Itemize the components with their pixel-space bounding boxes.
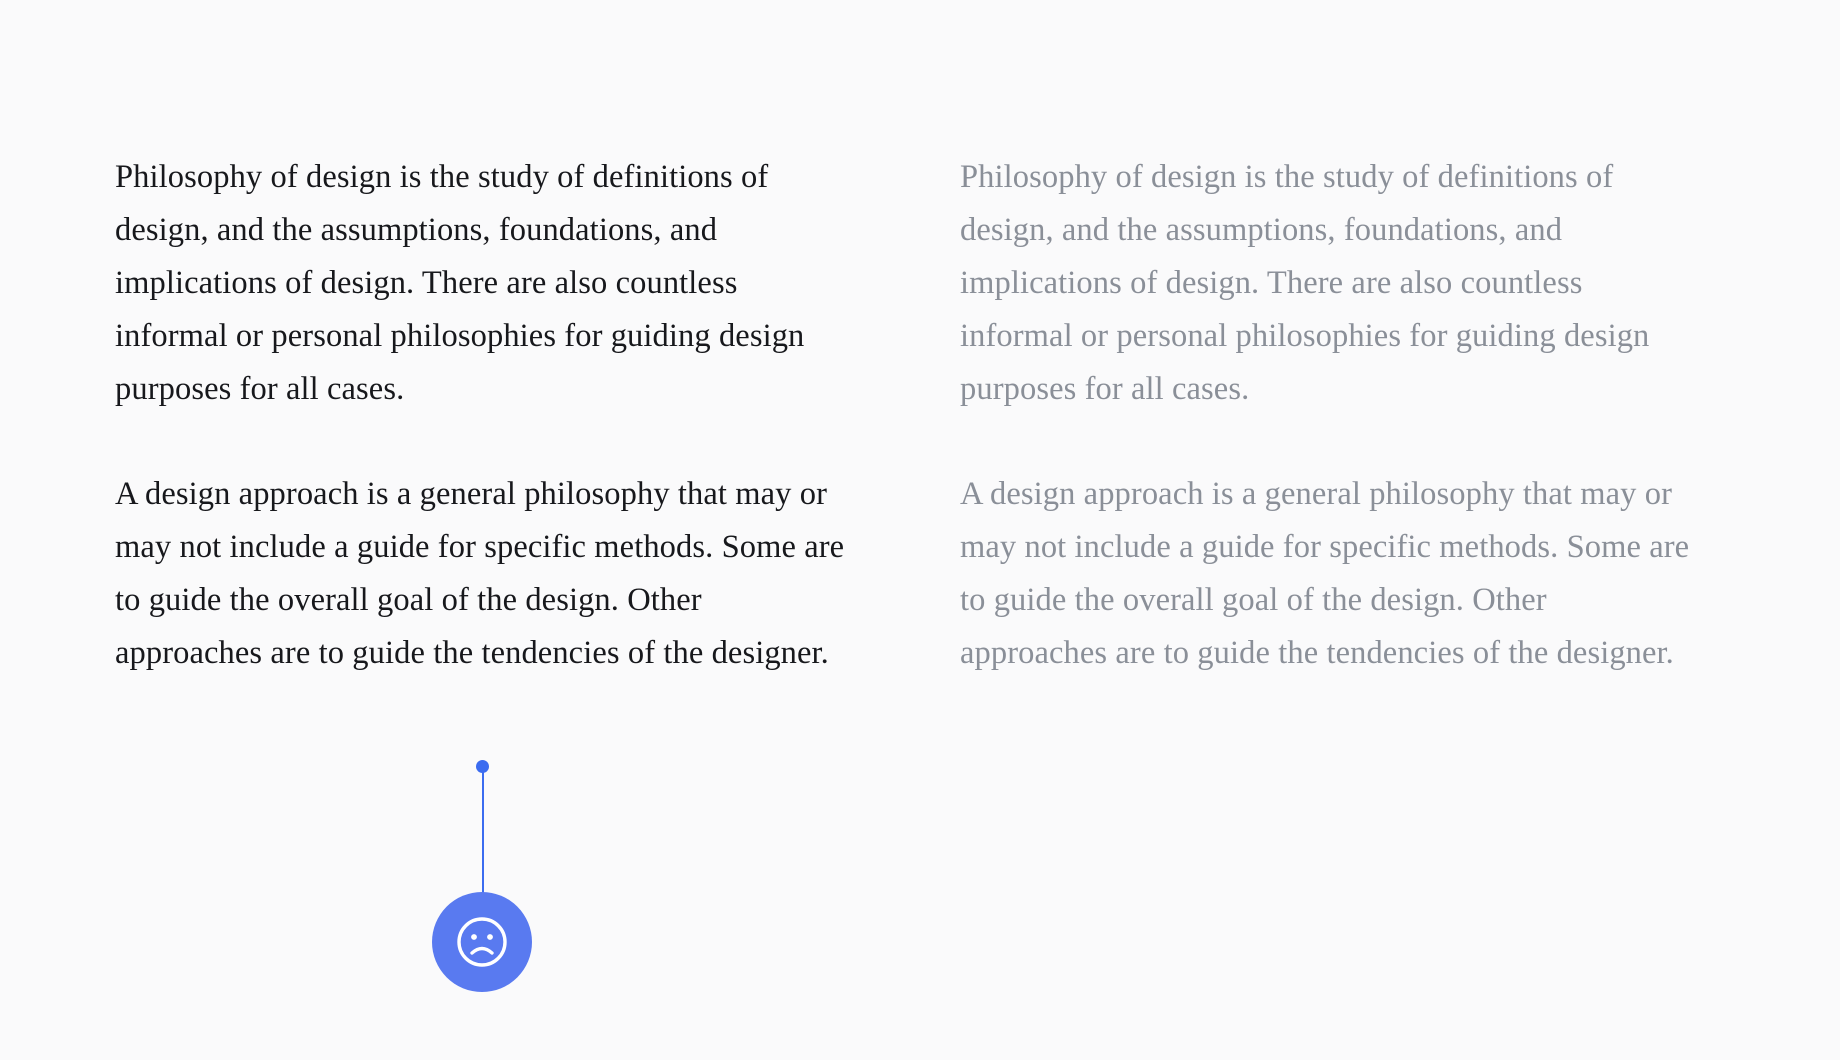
- paragraph: Philosophy of design is the study of definitions of design, and the assumptions, foundations, and implications of design. There are also countless informal or personal philosophies for guiding design purposes for all cases.: [115, 158, 805, 407]
- paragraph: Philosophy of design is the study of definitions of design, and the assumptions, foundations, and implications of design. There are also countless informal or personal philosophies for guiding design purposes for all cases.: [960, 158, 1650, 407]
- text-block-right: [960, 151, 1700, 680]
- column-right: [920, 0, 1840, 1060]
- marker-left[interactable]: [432, 760, 532, 1020]
- paragraph: A design approach is a general philosophy that may or may not include a guide for specific methods. Some are to guide the overall goal of the design. Other approaches are to guide the tendencies of the designer.: [960, 475, 1690, 671]
- text-block-left: [115, 151, 855, 680]
- frowning-face-icon[interactable]: [432, 892, 532, 992]
- paragraph: A design approach is a general philosophy that may or may not include a guide for specific methods. Some are to guide the overall goal of the design. Other approaches are to guide the tendencies of the designer.: [115, 475, 845, 671]
